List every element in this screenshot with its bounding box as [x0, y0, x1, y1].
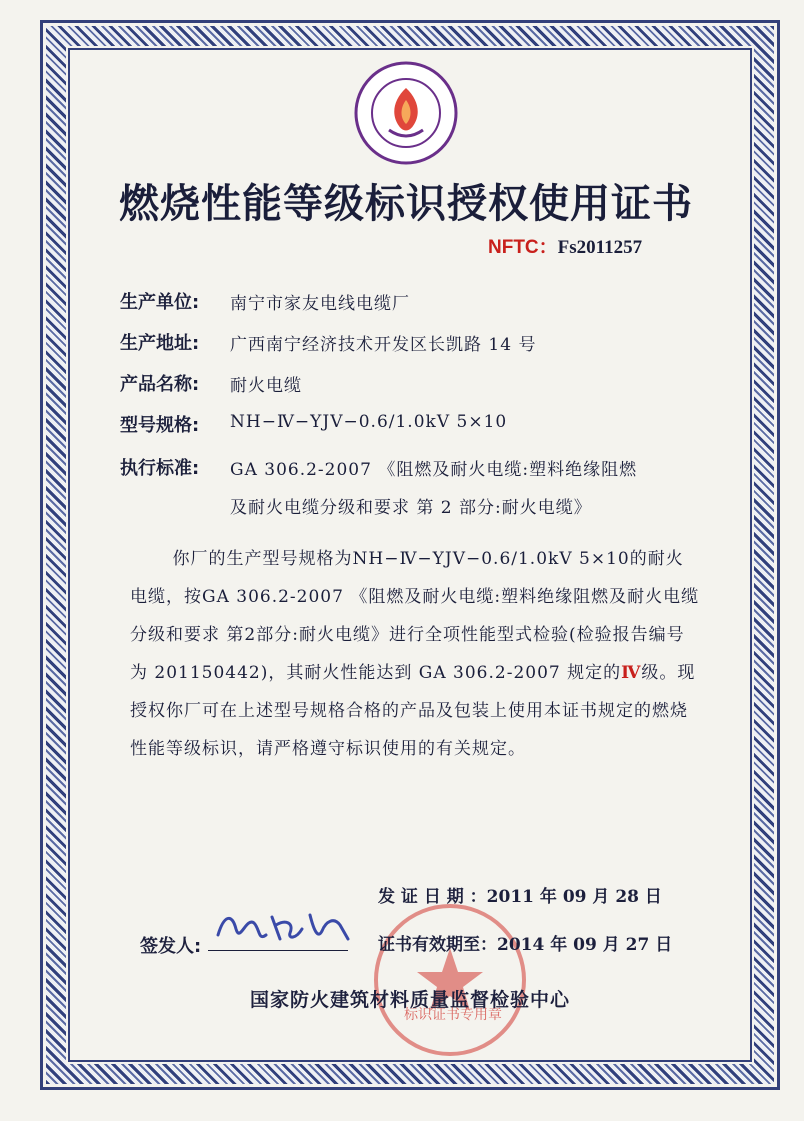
issue-date: 发 证 日 期 ：2011 年 09 月 28 日: [378, 887, 662, 907]
field-value-standard-cont: 及耐火电缆分级和要求 第 2 部分:耐火电缆》: [230, 498, 592, 518]
authorization-paragraph: [130, 540, 700, 768]
field-value-producer: 南宁市家友电线电缆厂: [230, 294, 410, 314]
handwritten-signature-icon: [210, 895, 360, 955]
body-text-part2: 级。现授权你厂可在上述型号规格合格的产品及包装上使用本证书规定的燃烧性能等级标识，请严格遵守标识使用的有关规定。: [130, 663, 696, 759]
certificate-title: 燃烧性能等级标识授权使用证书: [119, 181, 693, 227]
seal-text: 标识证书专用章: [404, 1007, 502, 1023]
field-label-model: 型号规格:: [120, 415, 200, 436]
issuing-authority: 国家防火建筑材料质量监督检验中心: [249, 989, 570, 1011]
cert-number-value: Fs2011257: [557, 237, 643, 258]
field-label-address: 生产地址:: [120, 333, 200, 354]
field-value-address: 广西南宁经济技术开发区长凯路 14 号: [230, 335, 537, 355]
field-value-model: NH−Ⅳ−YJV−0.6/1.0kV 5×10: [230, 412, 508, 432]
field-label-standard: 执行标准:: [120, 458, 200, 479]
valid-until-date: 证书有效期至：2014 年 09 月 27 日: [378, 935, 673, 955]
signer-label: 签发人:: [140, 936, 202, 957]
field-label-product: 产品名称:: [120, 374, 200, 395]
signature-line: [208, 950, 348, 951]
fire-grade: Ⅳ: [621, 663, 642, 683]
field-value-standard: GA 306.2-2007 《阻燃及耐火电缆:塑料绝缘阻燃: [230, 460, 638, 480]
center-logo-icon: [353, 60, 459, 166]
field-value-product: 耐火电缆: [230, 376, 302, 396]
field-label-producer: 生产单位:: [120, 292, 200, 313]
cert-number-prefix: NFTC：: [488, 237, 558, 258]
official-seal-icon: [370, 900, 530, 1060]
body-text-part1: 你厂的生产型号规格为NH−Ⅳ−YJV−0.6/1.0kV 5×10的耐火电缆，按GA 306.2-2007 《阻燃及耐火电缆:塑料绝缘阻燃及耐火电缆分级和要求 第2部分:耐火电缆》进行全项性能型式检验(检验报告编号为 201150442)，其耐火性能达到 GA 306.2-2007 规定的: [130, 549, 700, 683]
certificate-number: [488, 232, 642, 259]
